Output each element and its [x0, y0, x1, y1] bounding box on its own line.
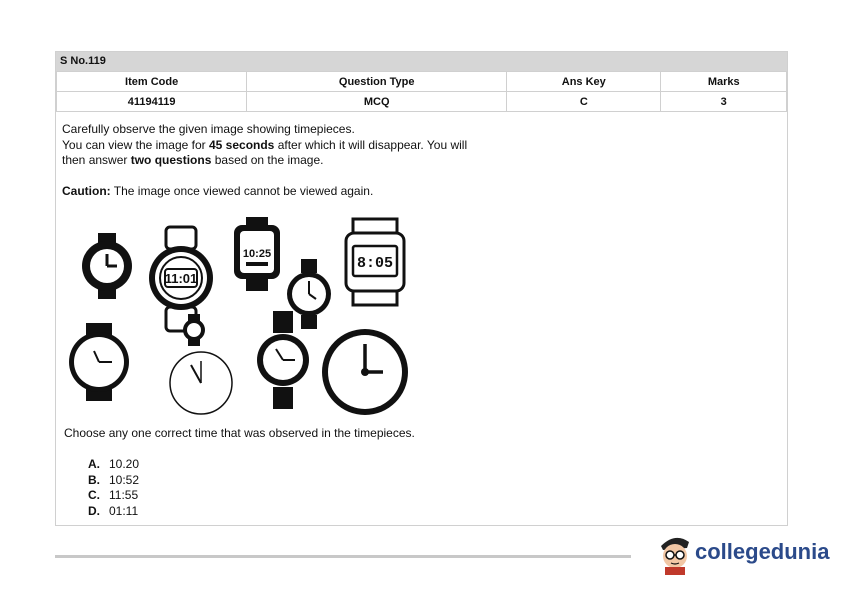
- caution-note: Caution: The image once viewed cannot be viewed again.: [62, 183, 374, 198]
- option-c[interactable]: C. 11:55: [88, 488, 139, 502]
- option-d[interactable]: D. 01:11: [88, 503, 139, 518]
- bottom-left-analog-watch-icon: [69, 323, 129, 401]
- options-list: [88, 457, 139, 519]
- question-line-1: Carefully observe the given image showing timepieces.: [62, 122, 355, 136]
- ans-key-value: C: [507, 92, 661, 112]
- question-text: [62, 122, 582, 199]
- question-line-3: then answer two questions based on the image.: [62, 153, 324, 167]
- ans-key-header: Ans Key: [507, 72, 661, 92]
- sport-digital-watch-icon: [149, 227, 213, 331]
- item-code-header: Item Code: [57, 72, 247, 92]
- question-type-value: MCQ: [247, 92, 507, 112]
- mascot-icon: [657, 532, 693, 576]
- question-line-2: You can view the image for 45 seconds after which it will disappear. You will: [62, 137, 468, 152]
- timepieces-figure: [66, 215, 416, 415]
- question-sheet: [55, 51, 788, 526]
- brand-logo: [657, 532, 830, 576]
- option-a[interactable]: A. 10.20: [88, 457, 140, 471]
- brand-name: collegedunia: [695, 539, 830, 564]
- smartwatch-icon: [234, 217, 280, 291]
- meta-header-row: [57, 72, 787, 92]
- marks-header: Marks: [661, 72, 787, 92]
- svg-text:11:01: 11:01: [164, 271, 198, 286]
- serial-number: S No.119: [56, 52, 787, 71]
- question-prompt: Choose any one correct time that was observed in the timepieces.: [64, 426, 415, 440]
- retro-digital-watch-icon: [346, 219, 404, 305]
- footer-divider: [55, 555, 631, 558]
- meta-table: [56, 71, 787, 112]
- svg-text:8:05: 8:05: [356, 255, 394, 272]
- thin-wall-clock-icon: [170, 352, 232, 414]
- small-analog-watch-icon: [287, 259, 331, 329]
- option-b[interactable]: B. 10:52: [88, 472, 140, 487]
- big-wall-clock-icon: [322, 329, 408, 415]
- marks-value: 3: [661, 92, 787, 112]
- analog-watch-icon: [82, 233, 132, 299]
- item-code-value: 41194119: [57, 92, 247, 112]
- svg-text:10:25: 10:25: [242, 248, 272, 260]
- meta-value-row: [57, 92, 787, 112]
- question-type-header: Question Type: [247, 72, 507, 92]
